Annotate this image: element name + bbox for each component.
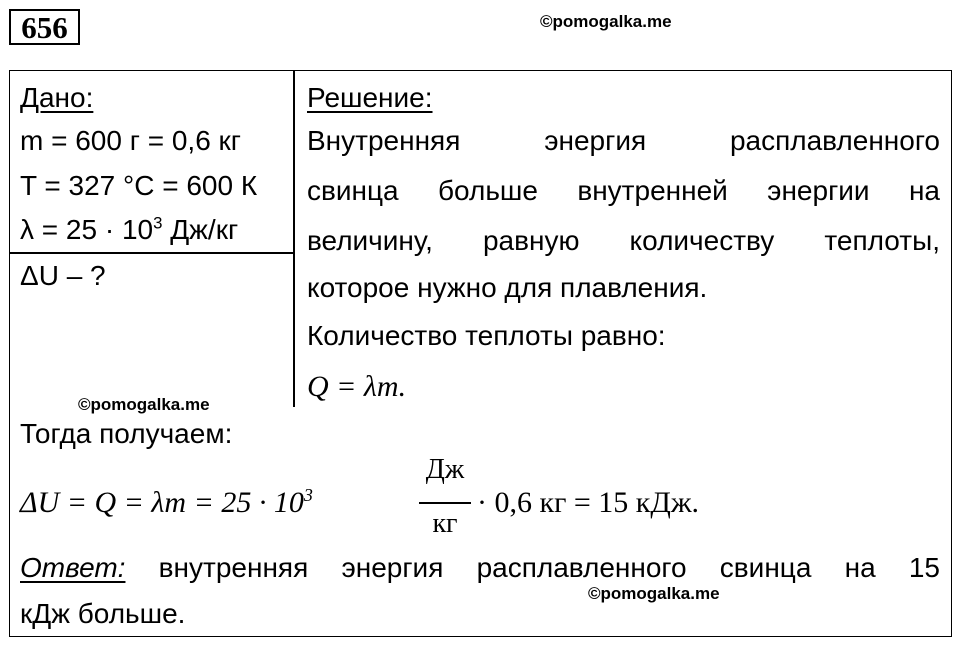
solution-line-2: свинца больше внутренней энергии на <box>307 175 940 206</box>
given-heading: Дано: <box>20 82 94 113</box>
answer-text: внутренняя энергия расплавленного свинца на 15 <box>125 552 940 583</box>
result-equation-left <box>20 485 313 519</box>
given-mass: m = 600 г = 0,6 кг <box>20 125 242 156</box>
watermark-bottom: ©pomogalka.me <box>588 584 720 603</box>
watermark-left: ©pomogalka.me <box>78 395 210 414</box>
formula-q: Q = λm. <box>307 370 407 403</box>
problem-number: 656 <box>9 9 80 45</box>
solution-line-1: Внутренняя энергия расплавленного <box>307 125 940 156</box>
given-lambda-exp: 3 <box>153 213 163 233</box>
divider-horizontal <box>9 252 293 254</box>
result-equation-right: · 0,6 кг = 15 кДж. <box>477 486 700 519</box>
given-lambda <box>20 213 239 245</box>
watermark-top: ©pomogalka.me <box>540 12 672 31</box>
result-intro: Тогда получаем: <box>20 418 233 449</box>
fraction-denominator: кг <box>432 508 458 539</box>
solution-line-5: Количество теплоты равно: <box>307 320 666 351</box>
result-eq-exp: 3 <box>303 485 313 505</box>
answer-label: Ответ: <box>20 552 126 583</box>
answer-line-2: кДж больше. <box>20 598 186 629</box>
result-eq-main: ΔU = Q = λm = 25 · 10 <box>20 486 304 519</box>
answer-line-1 <box>20 554 940 582</box>
fraction-numerator: Дж <box>425 454 465 485</box>
fraction-bar <box>419 502 471 504</box>
given-temperature: T = 327 °С = 600 К <box>20 170 258 201</box>
given-lambda-main: λ = 25 · 10 <box>20 214 154 245</box>
solution-line-4: которое нужно для плавления. <box>307 272 708 303</box>
solution-heading: Решение: <box>307 82 433 113</box>
solution-paragraph <box>307 127 940 277</box>
divider-vertical <box>293 70 295 407</box>
given-lambda-unit: Дж/кг <box>162 214 239 245</box>
solution-line-3: величину, равную количеству теплоты, <box>307 225 940 256</box>
unknown-value: ΔU – ? <box>20 260 106 291</box>
